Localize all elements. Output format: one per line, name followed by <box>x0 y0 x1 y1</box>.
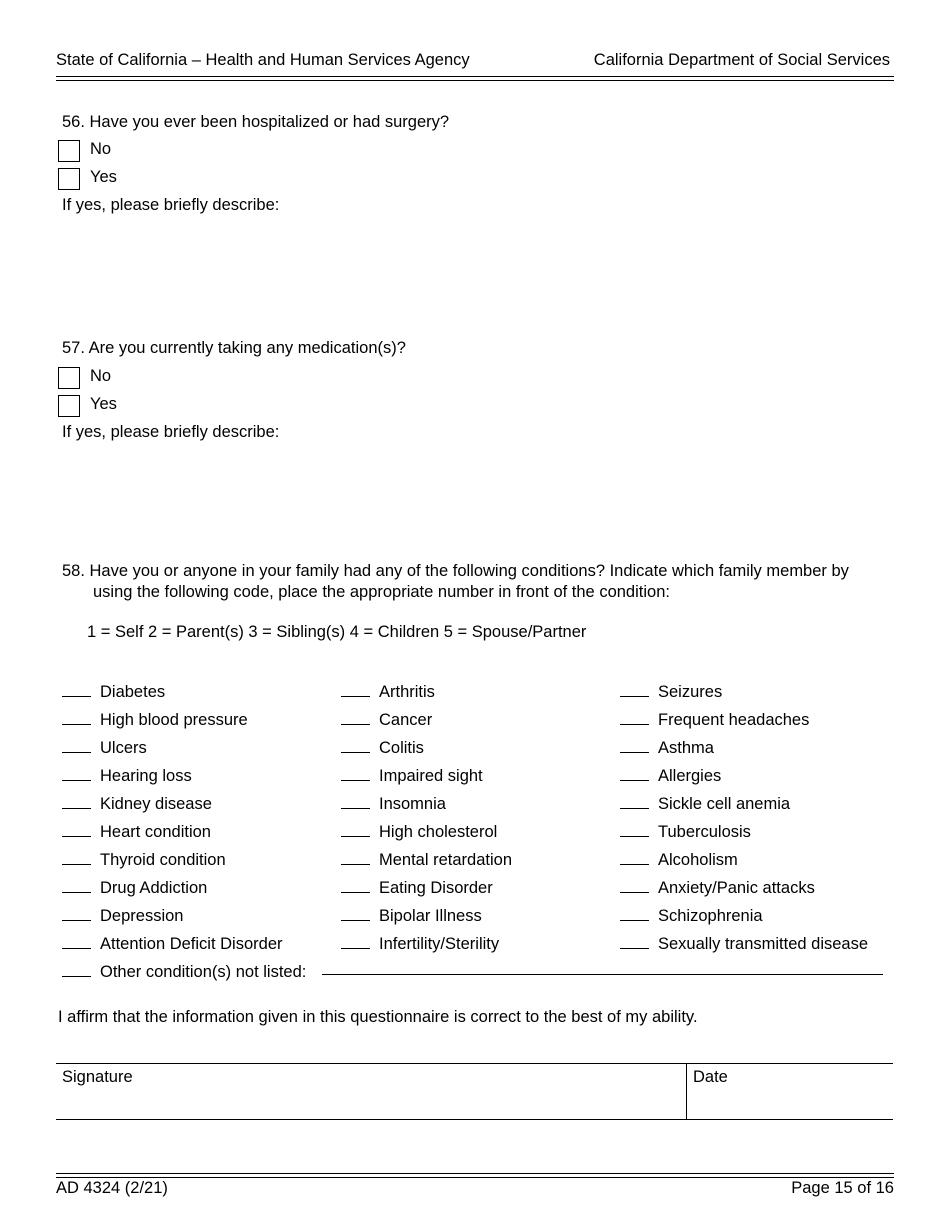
signature-label: Signature <box>62 1068 133 1086</box>
condition-item[interactable]: Sexually transmitted disease <box>620 933 868 954</box>
other-condition-input-line[interactable] <box>322 974 883 975</box>
code-blank[interactable] <box>62 709 91 725</box>
header-rule <box>56 80 894 81</box>
condition-item[interactable]: Frequent headaches <box>620 709 809 730</box>
code-blank[interactable] <box>341 933 370 949</box>
condition-item[interactable]: Kidney disease <box>62 793 212 814</box>
code-blank[interactable] <box>620 681 649 697</box>
condition-item[interactable]: Schizophrenia <box>620 905 763 926</box>
code-blank[interactable] <box>62 737 91 753</box>
q58-code-key: 1 = Self 2 = Parent(s) 3 = Sibling(s) 4 = Children 5 = Spouse/Partner <box>87 623 587 641</box>
condition-item[interactable]: Eating Disorder <box>341 877 493 898</box>
code-blank[interactable] <box>341 877 370 893</box>
page-number: Page 15 of 16 <box>791 1179 894 1197</box>
q58-question-cont: using the following code, place the appropriate number in front of the condition: <box>93 583 670 601</box>
condition-item[interactable]: Impaired sight <box>341 765 483 786</box>
condition-item[interactable]: Heart condition <box>62 821 211 842</box>
q57-no-label: No <box>90 367 112 385</box>
condition-item[interactable]: Anxiety/Panic attacks <box>620 877 815 898</box>
condition-item[interactable]: Alcoholism <box>620 849 738 870</box>
condition-item[interactable]: High blood pressure <box>62 709 248 730</box>
condition-item[interactable]: Seizures <box>620 681 722 702</box>
footer-rule <box>56 1173 894 1174</box>
code-blank[interactable] <box>341 737 370 753</box>
code-blank[interactable] <box>341 681 370 697</box>
code-blank[interactable] <box>341 905 370 921</box>
code-blank[interactable] <box>62 933 91 949</box>
code-blank[interactable] <box>62 793 91 809</box>
code-blank[interactable] <box>620 793 649 809</box>
code-blank[interactable] <box>620 905 649 921</box>
header-rule <box>56 76 894 77</box>
condition-item[interactable]: Drug Addiction <box>62 877 207 898</box>
q57-no-checkbox[interactable] <box>58 367 80 389</box>
header-agency: State of California – Health and Human Services Agency <box>56 51 470 69</box>
q58-question: 58. Have you or anyone in your family had any of the following conditions? Indicate which family member by <box>62 562 849 580</box>
code-blank[interactable] <box>62 821 91 837</box>
condition-item[interactable]: Tuberculosis <box>620 821 751 842</box>
q57-question: 57. Are you currently taking any medication(s)? <box>62 339 406 357</box>
condition-item[interactable]: Attention Deficit Disorder <box>62 933 283 954</box>
q56-no-checkbox[interactable] <box>58 140 80 162</box>
code-blank[interactable] <box>620 933 649 949</box>
condition-item[interactable]: Cancer <box>341 709 432 730</box>
date-field[interactable] <box>687 1064 893 1119</box>
q57-yes-label: Yes <box>90 395 117 413</box>
q56-question: 56. Have you ever been hospitalized or had surgery? <box>62 113 450 131</box>
code-blank[interactable] <box>62 961 91 977</box>
date-label: Date <box>693 1068 728 1086</box>
condition-item[interactable]: High cholesterol <box>341 821 497 842</box>
code-blank[interactable] <box>62 877 91 893</box>
q57-yes-checkbox[interactable] <box>58 395 80 417</box>
code-blank[interactable] <box>62 765 91 781</box>
code-blank[interactable] <box>620 709 649 725</box>
code-blank[interactable] <box>620 877 649 893</box>
code-blank[interactable] <box>62 681 91 697</box>
condition-item[interactable]: Thyroid condition <box>62 849 226 870</box>
condition-item[interactable]: Bipolar Illness <box>341 905 482 926</box>
code-blank[interactable] <box>620 737 649 753</box>
code-blank[interactable] <box>341 821 370 837</box>
condition-item[interactable]: Depression <box>62 905 183 926</box>
code-blank[interactable] <box>341 849 370 865</box>
q56-describe-label: If yes, please briefly describe: <box>62 196 280 214</box>
condition-item[interactable]: Mental retardation <box>341 849 512 870</box>
q56-no-label: No <box>90 140 112 158</box>
condition-item[interactable]: Insomnia <box>341 793 446 814</box>
condition-item[interactable]: Sickle cell anemia <box>620 793 790 814</box>
condition-item[interactable]: Asthma <box>620 737 714 758</box>
q56-yes-checkbox[interactable] <box>58 168 80 190</box>
signature-box-bottom-rule <box>56 1119 893 1120</box>
code-blank[interactable] <box>620 821 649 837</box>
code-blank[interactable] <box>620 849 649 865</box>
condition-item[interactable]: Hearing loss <box>62 765 192 786</box>
q56-describe-area[interactable] <box>62 220 892 320</box>
q57-describe-area[interactable] <box>62 447 892 547</box>
q56-yes-label: Yes <box>90 168 117 186</box>
condition-item[interactable]: Ulcers <box>62 737 147 758</box>
q57-describe-label: If yes, please briefly describe: <box>62 423 280 441</box>
condition-item[interactable]: Colitis <box>341 737 424 758</box>
code-blank[interactable] <box>341 765 370 781</box>
condition-item[interactable]: Diabetes <box>62 681 165 702</box>
condition-item[interactable]: Arthritis <box>341 681 435 702</box>
code-blank[interactable] <box>62 905 91 921</box>
header-department: California Department of Social Services <box>593 51 890 69</box>
code-blank[interactable] <box>620 765 649 781</box>
signature-field[interactable] <box>56 1064 685 1119</box>
form-id: AD 4324 (2/21) <box>56 1179 168 1197</box>
condition-item[interactable]: Allergies <box>620 765 721 786</box>
code-blank[interactable] <box>62 849 91 865</box>
code-blank[interactable] <box>341 709 370 725</box>
other-condition-item[interactable]: Other condition(s) not listed: <box>62 961 306 982</box>
affirmation-text: I affirm that the information given in this questionnaire is correct to the best of my ability. <box>58 1008 698 1026</box>
condition-item[interactable]: Infertility/Sterility <box>341 933 499 954</box>
code-blank[interactable] <box>341 793 370 809</box>
footer-rule <box>56 1177 894 1178</box>
